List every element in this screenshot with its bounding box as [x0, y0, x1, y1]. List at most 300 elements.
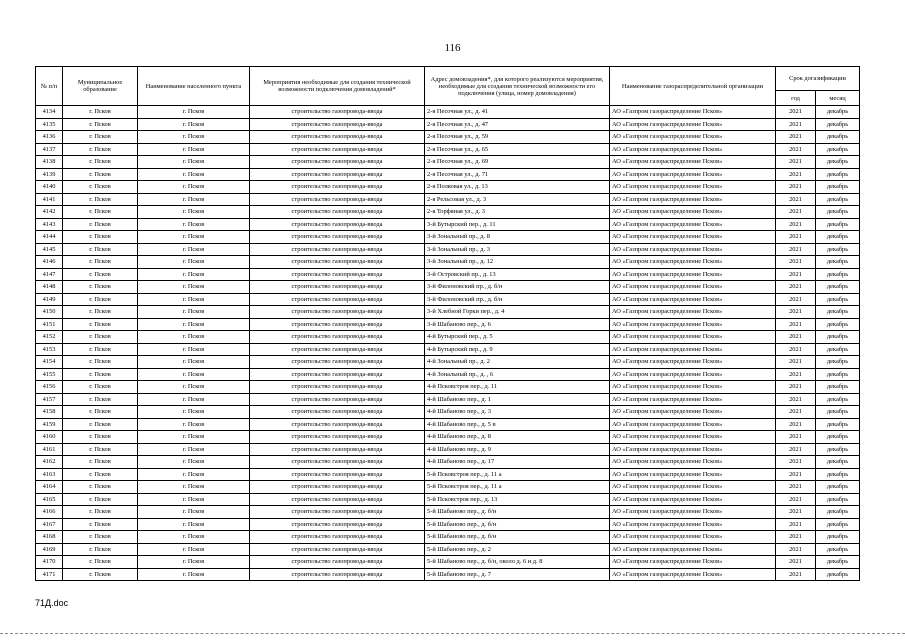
table-row: [36, 381, 860, 394]
cell-num: 4169: [36, 543, 63, 556]
header-term: Срок догазификации: [776, 67, 860, 91]
table-row: [36, 506, 860, 519]
cell-settlement: г. Псков: [138, 118, 250, 131]
cell-address: 2-я Песочная ул., д. 59: [425, 131, 610, 144]
cell-address: 3-й Островский пр., д. 13: [425, 268, 610, 281]
cell-year: 2021: [776, 543, 816, 556]
cell-settlement: г. Псков: [138, 318, 250, 331]
cell-organization: АО «Газпром газораспределение Псков»: [610, 156, 776, 169]
table-body: [36, 106, 860, 581]
cell-organization: АО «Газпром газораспределение Псков»: [610, 493, 776, 506]
cell-municipality: г. Псков: [63, 206, 138, 219]
table-row: [36, 118, 860, 131]
cell-year: 2021: [776, 256, 816, 269]
cell-num: 4156: [36, 381, 63, 394]
cell-settlement: г. Псков: [138, 431, 250, 444]
cell-year: 2021: [776, 106, 816, 119]
cell-address: 5-й Псковстроя пер., д. 11 а: [425, 481, 610, 494]
cell-municipality: г. Псков: [63, 168, 138, 181]
cell-num: 4154: [36, 356, 63, 369]
cell-organization: АО «Газпром газораспределение Псков»: [610, 543, 776, 556]
cell-organization: АО «Газпром газораспределение Псков»: [610, 393, 776, 406]
cell-address: 4-й Шабаново пер., д. 9: [425, 443, 610, 456]
cell-measure: строительство газопровода-ввода: [250, 306, 425, 319]
cell-address: 4-й Бутырский пер., д. 5: [425, 331, 610, 344]
cell-measure: строительство газопровода-ввода: [250, 106, 425, 119]
cell-num: 4144: [36, 231, 63, 244]
cell-organization: АО «Газпром газораспределение Псков»: [610, 318, 776, 331]
table-row: [36, 168, 860, 181]
cell-year: 2021: [776, 181, 816, 194]
cell-year: 2021: [776, 193, 816, 206]
cell-measure: строительство газопровода-ввода: [250, 218, 425, 231]
cell-measure: строительство газопровода-ввода: [250, 268, 425, 281]
cell-municipality: г. Псков: [63, 106, 138, 119]
cell-municipality: г. Псков: [63, 343, 138, 356]
cell-month: декабрь: [816, 393, 860, 406]
table-row: [36, 106, 860, 119]
cell-municipality: г. Псков: [63, 456, 138, 469]
cell-month: декабрь: [816, 243, 860, 256]
cell-municipality: г. Псков: [63, 118, 138, 131]
cell-measure: строительство газопровода-ввода: [250, 231, 425, 244]
cell-num: 4155: [36, 368, 63, 381]
cell-month: декабрь: [816, 156, 860, 169]
header-year: год: [776, 91, 816, 106]
cell-address: 2-я Песочная ул., д. 65: [425, 143, 610, 156]
cell-organization: АО «Газпром газораспределение Псков»: [610, 481, 776, 494]
cell-year: 2021: [776, 356, 816, 369]
cell-address: 4-й Зональный пр., д. 2: [425, 356, 610, 369]
cell-measure: строительство газопровода-ввода: [250, 368, 425, 381]
cell-measure: строительство газопровода-ввода: [250, 156, 425, 169]
cell-year: 2021: [776, 206, 816, 219]
cell-measure: строительство газопровода-ввода: [250, 193, 425, 206]
cell-measure: строительство газопровода-ввода: [250, 181, 425, 194]
cell-num: 4145: [36, 243, 63, 256]
cell-num: 4163: [36, 468, 63, 481]
table-row: [36, 443, 860, 456]
cell-address: 2-я Песочная ул., д. 71: [425, 168, 610, 181]
cell-measure: строительство газопровода-ввода: [250, 393, 425, 406]
cell-address: 5-й Псковстроя пер., д. 13: [425, 493, 610, 506]
cell-month: декабрь: [816, 143, 860, 156]
cell-month: декабрь: [816, 306, 860, 319]
cell-month: декабрь: [816, 106, 860, 119]
cell-address: 4-й Шабаново пер., д. 17: [425, 456, 610, 469]
table-row: [36, 306, 860, 319]
cell-settlement: г. Псков: [138, 243, 250, 256]
cell-organization: АО «Газпром газораспределение Псков»: [610, 231, 776, 244]
document-filename: 71Д.doc: [35, 598, 69, 608]
cell-month: декабрь: [816, 168, 860, 181]
cell-address: 4-й Бутырский пер., д. 9: [425, 343, 610, 356]
cell-measure: строительство газопровода-ввода: [250, 506, 425, 519]
cell-num: 4143: [36, 218, 63, 231]
cell-address: 3-й Филоновский пр., д. б/н: [425, 293, 610, 306]
header-month: месяц: [816, 91, 860, 106]
cell-organization: АО «Газпром газораспределение Псков»: [610, 306, 776, 319]
cell-municipality: г. Псков: [63, 331, 138, 344]
cell-address: 5-й Шабаново пер., д. б/н, около д. 6 и д. 8: [425, 556, 610, 569]
cell-measure: строительство газопровода-ввода: [250, 143, 425, 156]
cell-organization: АО «Газпром газораспределение Псков»: [610, 118, 776, 131]
cell-settlement: г. Псков: [138, 268, 250, 281]
cell-settlement: г. Псков: [138, 393, 250, 406]
cell-year: 2021: [776, 318, 816, 331]
cell-year: 2021: [776, 131, 816, 144]
cell-settlement: г. Псков: [138, 531, 250, 544]
cell-address: 3-й Хлебной Горки пер., д. 4: [425, 306, 610, 319]
cell-organization: АО «Газпром газораспределение Псков»: [610, 218, 776, 231]
cell-settlement: г. Псков: [138, 131, 250, 144]
cell-year: 2021: [776, 331, 816, 344]
header-address: Адрес домовладения*, для которого реализуются мероприятия, необходимые для создания технической возможности его подключения (улица, номер домовладения): [425, 67, 610, 106]
cell-settlement: г. Псков: [138, 181, 250, 194]
cell-municipality: г. Псков: [63, 318, 138, 331]
cell-address: 3-й Зональный пр., д. 12: [425, 256, 610, 269]
cell-address: 5-й Шабаново пер., д. 7: [425, 568, 610, 581]
cell-year: 2021: [776, 268, 816, 281]
cell-address: 4-й Шабаново пер., д. 5 в: [425, 418, 610, 431]
cell-month: декабрь: [816, 118, 860, 131]
table-row: [36, 256, 860, 269]
cell-address: 2-я Песочная ул., д. 69: [425, 156, 610, 169]
table-row: [36, 556, 860, 569]
cell-municipality: г. Псков: [63, 406, 138, 419]
cell-measure: строительство газопровода-ввода: [250, 531, 425, 544]
cell-address: 4-й Шабаново пер., д. 3: [425, 406, 610, 419]
cell-settlement: г. Псков: [138, 281, 250, 294]
cell-organization: АО «Газпром газораспределение Псков»: [610, 556, 776, 569]
cell-num: 4148: [36, 281, 63, 294]
cell-municipality: г. Псков: [63, 143, 138, 156]
cell-settlement: г. Псков: [138, 493, 250, 506]
cell-settlement: г. Псков: [138, 481, 250, 494]
cell-num: 4137: [36, 143, 63, 156]
table-row: [36, 293, 860, 306]
cell-settlement: г. Псков: [138, 518, 250, 531]
cell-num: 4151: [36, 318, 63, 331]
cell-organization: АО «Газпром газораспределение Псков»: [610, 143, 776, 156]
cell-settlement: г. Псков: [138, 218, 250, 231]
cell-year: 2021: [776, 431, 816, 444]
table-row: [36, 456, 860, 469]
cell-year: 2021: [776, 418, 816, 431]
cell-measure: строительство газопровода-ввода: [250, 443, 425, 456]
cell-address: 2-я Торфяная ул., д. 3: [425, 206, 610, 219]
cell-municipality: г. Псков: [63, 568, 138, 581]
table-row: [36, 181, 860, 194]
cell-month: декабрь: [816, 293, 860, 306]
cell-address: 5-й Шабаново пер., д. б/н: [425, 518, 610, 531]
cell-month: декабрь: [816, 431, 860, 444]
cell-month: декабрь: [816, 368, 860, 381]
cell-settlement: г. Псков: [138, 381, 250, 394]
cell-address: 3-й Шабаново пер., д. 6: [425, 318, 610, 331]
cell-organization: АО «Газпром газораспределение Псков»: [610, 331, 776, 344]
cell-settlement: г. Псков: [138, 256, 250, 269]
table-row: [36, 193, 860, 206]
cell-num: 4171: [36, 568, 63, 581]
cell-municipality: г. Псков: [63, 556, 138, 569]
cell-num: 4164: [36, 481, 63, 494]
cell-month: декабрь: [816, 343, 860, 356]
cell-municipality: г. Псков: [63, 431, 138, 444]
gasification-table: [35, 66, 860, 581]
cell-month: декабрь: [816, 556, 860, 569]
cell-measure: строительство газопровода-ввода: [250, 406, 425, 419]
cell-municipality: г. Псков: [63, 306, 138, 319]
cell-measure: строительство газопровода-ввода: [250, 331, 425, 344]
table-row: [36, 493, 860, 506]
cell-num: 4165: [36, 493, 63, 506]
cell-address: 3-й Зональный пр., д. 8: [425, 231, 610, 244]
table-row: [36, 281, 860, 294]
cell-settlement: г. Псков: [138, 468, 250, 481]
header-measures: Мероприятия необходимые для создания технической возможности подключения домовладений*: [250, 67, 425, 106]
cell-organization: АО «Газпром газораспределение Псков»: [610, 356, 776, 369]
cell-year: 2021: [776, 306, 816, 319]
cell-municipality: г. Псков: [63, 181, 138, 194]
cell-organization: АО «Газпром газораспределение Псков»: [610, 181, 776, 194]
cell-num: 4136: [36, 131, 63, 144]
cell-settlement: г. Псков: [138, 143, 250, 156]
cell-organization: АО «Газпром газораспределение Псков»: [610, 406, 776, 419]
cell-measure: строительство газопровода-ввода: [250, 456, 425, 469]
cell-address: 5-й Шабаново пер., д. б/н: [425, 531, 610, 544]
cell-address: 3-й Филоновский пр., д. б/н: [425, 281, 610, 294]
cell-address: 4-й Псковстроя пер., д. 11: [425, 381, 610, 394]
cell-measure: строительство газопровода-ввода: [250, 493, 425, 506]
cell-settlement: г. Псков: [138, 456, 250, 469]
cell-address: 5-й Шабаново пер., д. 2: [425, 543, 610, 556]
cell-month: декабрь: [816, 218, 860, 231]
cell-year: 2021: [776, 231, 816, 244]
cell-municipality: г. Псков: [63, 156, 138, 169]
cell-organization: АО «Газпром газораспределение Псков»: [610, 456, 776, 469]
cell-address: 4-й Шабаново пер., д. 1: [425, 393, 610, 406]
cell-num: 4135: [36, 118, 63, 131]
cell-settlement: г. Псков: [138, 568, 250, 581]
cell-num: 4158: [36, 406, 63, 419]
header-num: № п/п: [36, 67, 63, 106]
cell-month: декабрь: [816, 406, 860, 419]
cell-organization: АО «Газпром газораспределение Псков»: [610, 518, 776, 531]
cell-organization: АО «Газпром газораспределение Псков»: [610, 281, 776, 294]
cell-num: 4157: [36, 393, 63, 406]
cell-month: декабрь: [816, 443, 860, 456]
cell-organization: АО «Газпром газораспределение Псков»: [610, 506, 776, 519]
cell-settlement: г. Псков: [138, 156, 250, 169]
cell-municipality: г. Псков: [63, 281, 138, 294]
cell-year: 2021: [776, 493, 816, 506]
cell-municipality: г. Псков: [63, 218, 138, 231]
cell-municipality: г. Псков: [63, 506, 138, 519]
table-row: [36, 206, 860, 219]
table-row: [36, 143, 860, 156]
cell-year: 2021: [776, 556, 816, 569]
table-row: [36, 368, 860, 381]
cell-year: 2021: [776, 118, 816, 131]
cell-month: декабрь: [816, 518, 860, 531]
cell-address: 4-й Зональный пр., д. , 6: [425, 368, 610, 381]
cell-municipality: г. Псков: [63, 481, 138, 494]
cell-settlement: г. Псков: [138, 168, 250, 181]
cell-settlement: г. Псков: [138, 406, 250, 419]
cell-measure: строительство газопровода-ввода: [250, 568, 425, 581]
cell-year: 2021: [776, 406, 816, 419]
cell-month: декабрь: [816, 206, 860, 219]
table-row: [36, 431, 860, 444]
cell-address: 5-й Шабаново пер., д. б/н: [425, 506, 610, 519]
table-row: [36, 406, 860, 419]
table-row: [36, 156, 860, 169]
cell-municipality: г. Псков: [63, 231, 138, 244]
cell-organization: АО «Газпром газораспределение Псков»: [610, 343, 776, 356]
cell-address: 2-я Песочная ул., д. 41: [425, 106, 610, 119]
cell-year: 2021: [776, 368, 816, 381]
cell-year: 2021: [776, 218, 816, 231]
cell-settlement: г. Псков: [138, 193, 250, 206]
cell-organization: АО «Газпром газораспределение Псков»: [610, 293, 776, 306]
cell-month: декабрь: [816, 468, 860, 481]
cell-measure: строительство газопровода-ввода: [250, 556, 425, 569]
cell-month: декабрь: [816, 268, 860, 281]
cell-measure: строительство газопровода-ввода: [250, 168, 425, 181]
cell-settlement: г. Псков: [138, 293, 250, 306]
cell-month: декабрь: [816, 481, 860, 494]
cell-measure: строительство газопровода-ввода: [250, 468, 425, 481]
cell-num: 4142: [36, 206, 63, 219]
cell-month: декабрь: [816, 193, 860, 206]
cell-month: декабрь: [816, 568, 860, 581]
cell-month: декабрь: [816, 256, 860, 269]
cell-organization: АО «Газпром газораспределение Псков»: [610, 431, 776, 444]
cell-month: декабрь: [816, 331, 860, 344]
cell-num: 4146: [36, 256, 63, 269]
cell-municipality: г. Псков: [63, 443, 138, 456]
cell-year: 2021: [776, 381, 816, 394]
cell-measure: строительство газопровода-ввода: [250, 243, 425, 256]
cell-measure: строительство газопровода-ввода: [250, 256, 425, 269]
cell-num: 4162: [36, 456, 63, 469]
cell-settlement: г. Псков: [138, 231, 250, 244]
cell-month: декабрь: [816, 318, 860, 331]
cell-settlement: г. Псков: [138, 306, 250, 319]
cell-year: 2021: [776, 456, 816, 469]
cell-settlement: г. Псков: [138, 206, 250, 219]
cell-address: 2-я Рельсовая ул., д. 3: [425, 193, 610, 206]
table-row: [36, 231, 860, 244]
table-row: [36, 343, 860, 356]
cell-measure: строительство газопровода-ввода: [250, 543, 425, 556]
cell-organization: АО «Газпром газораспределение Псков»: [610, 131, 776, 144]
cell-month: декабрь: [816, 543, 860, 556]
cell-settlement: г. Псков: [138, 418, 250, 431]
table-row: [36, 531, 860, 544]
cell-municipality: г. Псков: [63, 381, 138, 394]
header-settlement: Наименование населенного пункта: [138, 67, 250, 106]
cell-address: 2-я Полковая ул., д. 13: [425, 181, 610, 194]
cell-num: 4159: [36, 418, 63, 431]
table-row: [36, 331, 860, 344]
cell-measure: строительство газопровода-ввода: [250, 418, 425, 431]
cell-organization: АО «Газпром газораспределение Псков»: [610, 531, 776, 544]
cell-settlement: г. Псков: [138, 331, 250, 344]
table-row: [36, 418, 860, 431]
cell-organization: АО «Газпром газораспределение Псков»: [610, 206, 776, 219]
cell-organization: АО «Газпром газораспределение Псков»: [610, 568, 776, 581]
cell-organization: АО «Газпром газораспределение Псков»: [610, 168, 776, 181]
cell-year: 2021: [776, 443, 816, 456]
table-row: [36, 393, 860, 406]
cell-year: 2021: [776, 343, 816, 356]
cell-num: 4134: [36, 106, 63, 119]
table-row: [36, 268, 860, 281]
header-municipality: Муниципальное образование: [63, 67, 138, 106]
cell-organization: АО «Газпром газораспределение Псков»: [610, 381, 776, 394]
cell-num: 4166: [36, 506, 63, 519]
cell-organization: АО «Газпром газораспределение Псков»: [610, 193, 776, 206]
cell-municipality: г. Псков: [63, 368, 138, 381]
page-number: 116: [444, 42, 461, 54]
cell-settlement: г. Псков: [138, 543, 250, 556]
cell-year: 2021: [776, 393, 816, 406]
cell-year: 2021: [776, 293, 816, 306]
cell-measure: строительство газопровода-ввода: [250, 481, 425, 494]
cell-settlement: г. Псков: [138, 506, 250, 519]
cell-measure: строительство газопровода-ввода: [250, 356, 425, 369]
cell-month: декабрь: [816, 381, 860, 394]
cell-municipality: г. Псков: [63, 256, 138, 269]
cell-year: 2021: [776, 168, 816, 181]
table-row: [36, 356, 860, 369]
cell-num: 4141: [36, 193, 63, 206]
cell-measure: строительство газопровода-ввода: [250, 343, 425, 356]
cell-municipality: г. Псков: [63, 243, 138, 256]
cell-settlement: г. Псков: [138, 556, 250, 569]
cell-municipality: г. Псков: [63, 356, 138, 369]
cell-organization: АО «Газпром газораспределение Псков»: [610, 106, 776, 119]
cell-measure: строительство газопровода-ввода: [250, 318, 425, 331]
cell-address: 3-й Бутырский пер., д. 11: [425, 218, 610, 231]
cell-year: 2021: [776, 506, 816, 519]
cell-measure: строительство газопровода-ввода: [250, 431, 425, 444]
cell-settlement: г. Псков: [138, 343, 250, 356]
cell-num: 4153: [36, 343, 63, 356]
cell-measure: строительство газопровода-ввода: [250, 293, 425, 306]
cell-address: 4-й Шабаново пер., д. 8: [425, 431, 610, 444]
cell-month: декабрь: [816, 531, 860, 544]
cell-measure: строительство газопровода-ввода: [250, 381, 425, 394]
cell-year: 2021: [776, 518, 816, 531]
cell-municipality: г. Псков: [63, 418, 138, 431]
cell-municipality: г. Псков: [63, 518, 138, 531]
cell-municipality: г. Псков: [63, 393, 138, 406]
cell-settlement: г. Псков: [138, 356, 250, 369]
cell-month: декабрь: [816, 418, 860, 431]
cell-municipality: г. Псков: [63, 493, 138, 506]
cell-address: 2-я Песочная ул., д. 47: [425, 118, 610, 131]
table-row: [36, 481, 860, 494]
cell-month: декабрь: [816, 131, 860, 144]
cell-measure: строительство газопровода-ввода: [250, 206, 425, 219]
cell-month: декабрь: [816, 281, 860, 294]
cell-municipality: г. Псков: [63, 131, 138, 144]
cell-organization: АО «Газпром газораспределение Псков»: [610, 468, 776, 481]
cell-num: 4160: [36, 431, 63, 444]
